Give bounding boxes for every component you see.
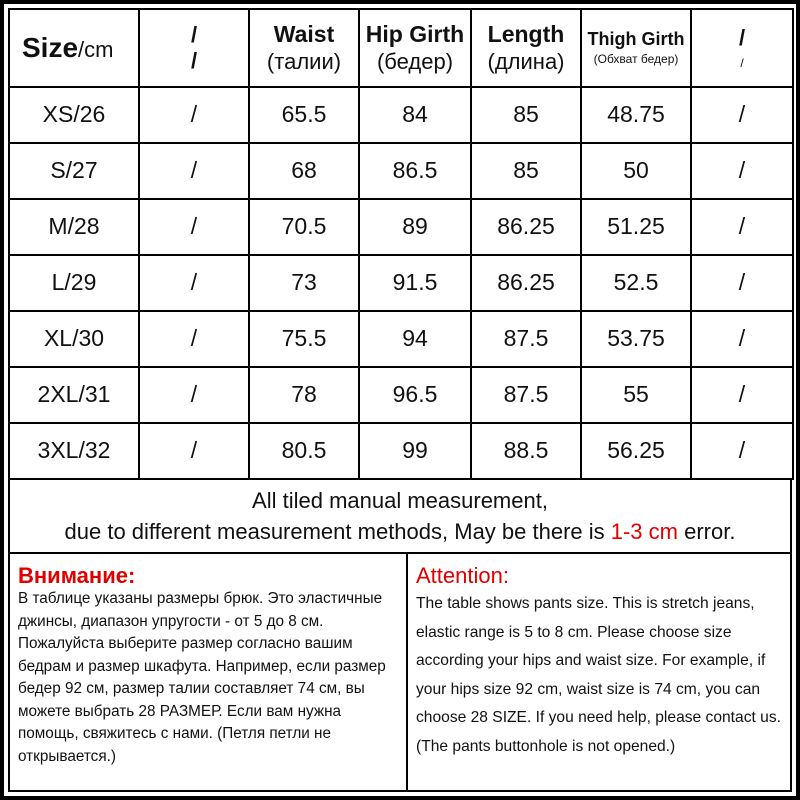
cell-thigh: 55 — [581, 367, 691, 423]
cell-size: XL/30 — [9, 311, 139, 367]
header-thigh-title: Thigh Girth — [587, 28, 685, 49]
cell-slash: / — [139, 367, 249, 423]
header-waist-title: Waist — [273, 21, 335, 48]
cell-waist: 80.5 — [249, 423, 359, 479]
header-last-title: / — [738, 25, 746, 51]
cell-slash: / — [139, 87, 249, 143]
header-hip — [359, 9, 471, 87]
measurement-note — [8, 478, 792, 554]
header-size — [9, 9, 139, 87]
note-line-2-text: due to different measurement methods, May be there is — [64, 519, 611, 544]
table-row — [9, 311, 793, 367]
header-size-unit: /cm — [78, 36, 114, 62]
table-row — [9, 143, 793, 199]
notice-russian-title: Внимание: — [18, 563, 136, 588]
cell-size: 2XL/31 — [9, 367, 139, 423]
cell-hip: 86.5 — [359, 143, 471, 199]
cell-thigh: 53.75 — [581, 311, 691, 367]
cell-length: 85 — [471, 87, 581, 143]
cell-last: / — [691, 367, 793, 423]
cell-length: 87.5 — [471, 367, 581, 423]
cell-length: 88.5 — [471, 423, 581, 479]
cell-hip: 89 — [359, 199, 471, 255]
notice-english-title: Attention: — [416, 563, 509, 588]
header-waist-sub: (талии) — [266, 48, 342, 74]
header-size-label: Size — [22, 31, 79, 63]
notice-russian-body: В таблице указаны размеры брюк. Это эластичные джинсы, диапазон упругости - от 5 до 8 см. Пожалуйста выберите размер согласно вашим бедрам и размер шкафута. Например, если размер бедер 92 см, размер талии составляет 74 см, вы можете выбрать 28 РАЗМЕР. Если вам нужна помощь, свяжитесь с нами. (Петля петли не открывается.) — [18, 590, 386, 765]
note-line-1: All tiled manual measurement, — [252, 488, 548, 513]
cell-thigh: 56.25 — [581, 423, 691, 479]
notice-english — [406, 554, 792, 792]
cell-hip: 94 — [359, 311, 471, 367]
cell-last: / — [691, 199, 793, 255]
cell-last: / — [691, 143, 793, 199]
header-last-column — [691, 9, 793, 87]
note-error-range: 1-3 cm — [610, 519, 678, 544]
cell-length: 86.25 — [471, 255, 581, 311]
cell-slash: / — [139, 255, 249, 311]
cell-slash: / — [139, 311, 249, 367]
cell-size: 3XL/32 — [9, 423, 139, 479]
header-hip-title: Hip Girth — [365, 21, 465, 48]
cell-last: / — [691, 423, 793, 479]
cell-length: 85 — [471, 143, 581, 199]
header-length — [471, 9, 581, 87]
header-slash-title: / — [190, 21, 198, 47]
table-row — [9, 367, 793, 423]
cell-thigh: 51.25 — [581, 199, 691, 255]
cell-thigh: 52.5 — [581, 255, 691, 311]
table-header-row — [9, 9, 793, 87]
header-slash-sub: / — [190, 48, 198, 73]
table-row — [9, 255, 793, 311]
notice-russian — [8, 554, 408, 792]
cell-waist: 78 — [249, 367, 359, 423]
header-thigh-sub: (Обхват бедер) — [593, 52, 679, 67]
notice-english-body: The table shows pants size. This is stretch jeans, elastic range is 5 to 8 cm. Please choose size according your hips and waist size. For example, if your hips size 92 cm, waist size is 74 cm, you can choose 28 SIZE. If you need help, please contact us. (The pants buttonhole is not opened.) — [416, 595, 781, 755]
cell-slash: / — [139, 199, 249, 255]
cell-thigh: 48.75 — [581, 87, 691, 143]
table-row — [9, 423, 793, 479]
header-slash-column — [139, 9, 249, 87]
cell-hip: 91.5 — [359, 255, 471, 311]
table-row — [9, 199, 793, 255]
cell-waist: 75.5 — [249, 311, 359, 367]
header-length-title: Length — [487, 21, 565, 48]
cell-hip: 99 — [359, 423, 471, 479]
cell-size: L/29 — [9, 255, 139, 311]
cell-size: S/27 — [9, 143, 139, 199]
cell-last: / — [691, 311, 793, 367]
cell-length: 87.5 — [471, 311, 581, 367]
size-table — [8, 8, 794, 480]
header-length-sub: (длина) — [487, 48, 565, 74]
cell-waist: 68 — [249, 143, 359, 199]
cell-waist: 73 — [249, 255, 359, 311]
table-row — [9, 87, 793, 143]
cell-thigh: 50 — [581, 143, 691, 199]
cell-waist: 70.5 — [249, 199, 359, 255]
note-line-2-end: error. — [678, 519, 736, 544]
cell-slash: / — [139, 143, 249, 199]
header-thigh — [581, 9, 691, 87]
header-waist — [249, 9, 359, 87]
cell-waist: 65.5 — [249, 87, 359, 143]
cell-size: XS/26 — [9, 87, 139, 143]
cell-last: / — [691, 255, 793, 311]
cell-hip: 84 — [359, 87, 471, 143]
cell-length: 86.25 — [471, 199, 581, 255]
cell-slash: / — [139, 423, 249, 479]
cell-size: M/28 — [9, 199, 139, 255]
cell-hip: 96.5 — [359, 367, 471, 423]
note-line-2 — [10, 516, 790, 547]
header-last-sub: / — [740, 55, 744, 70]
header-hip-sub: (бедер) — [376, 48, 454, 74]
cell-last: / — [691, 87, 793, 143]
